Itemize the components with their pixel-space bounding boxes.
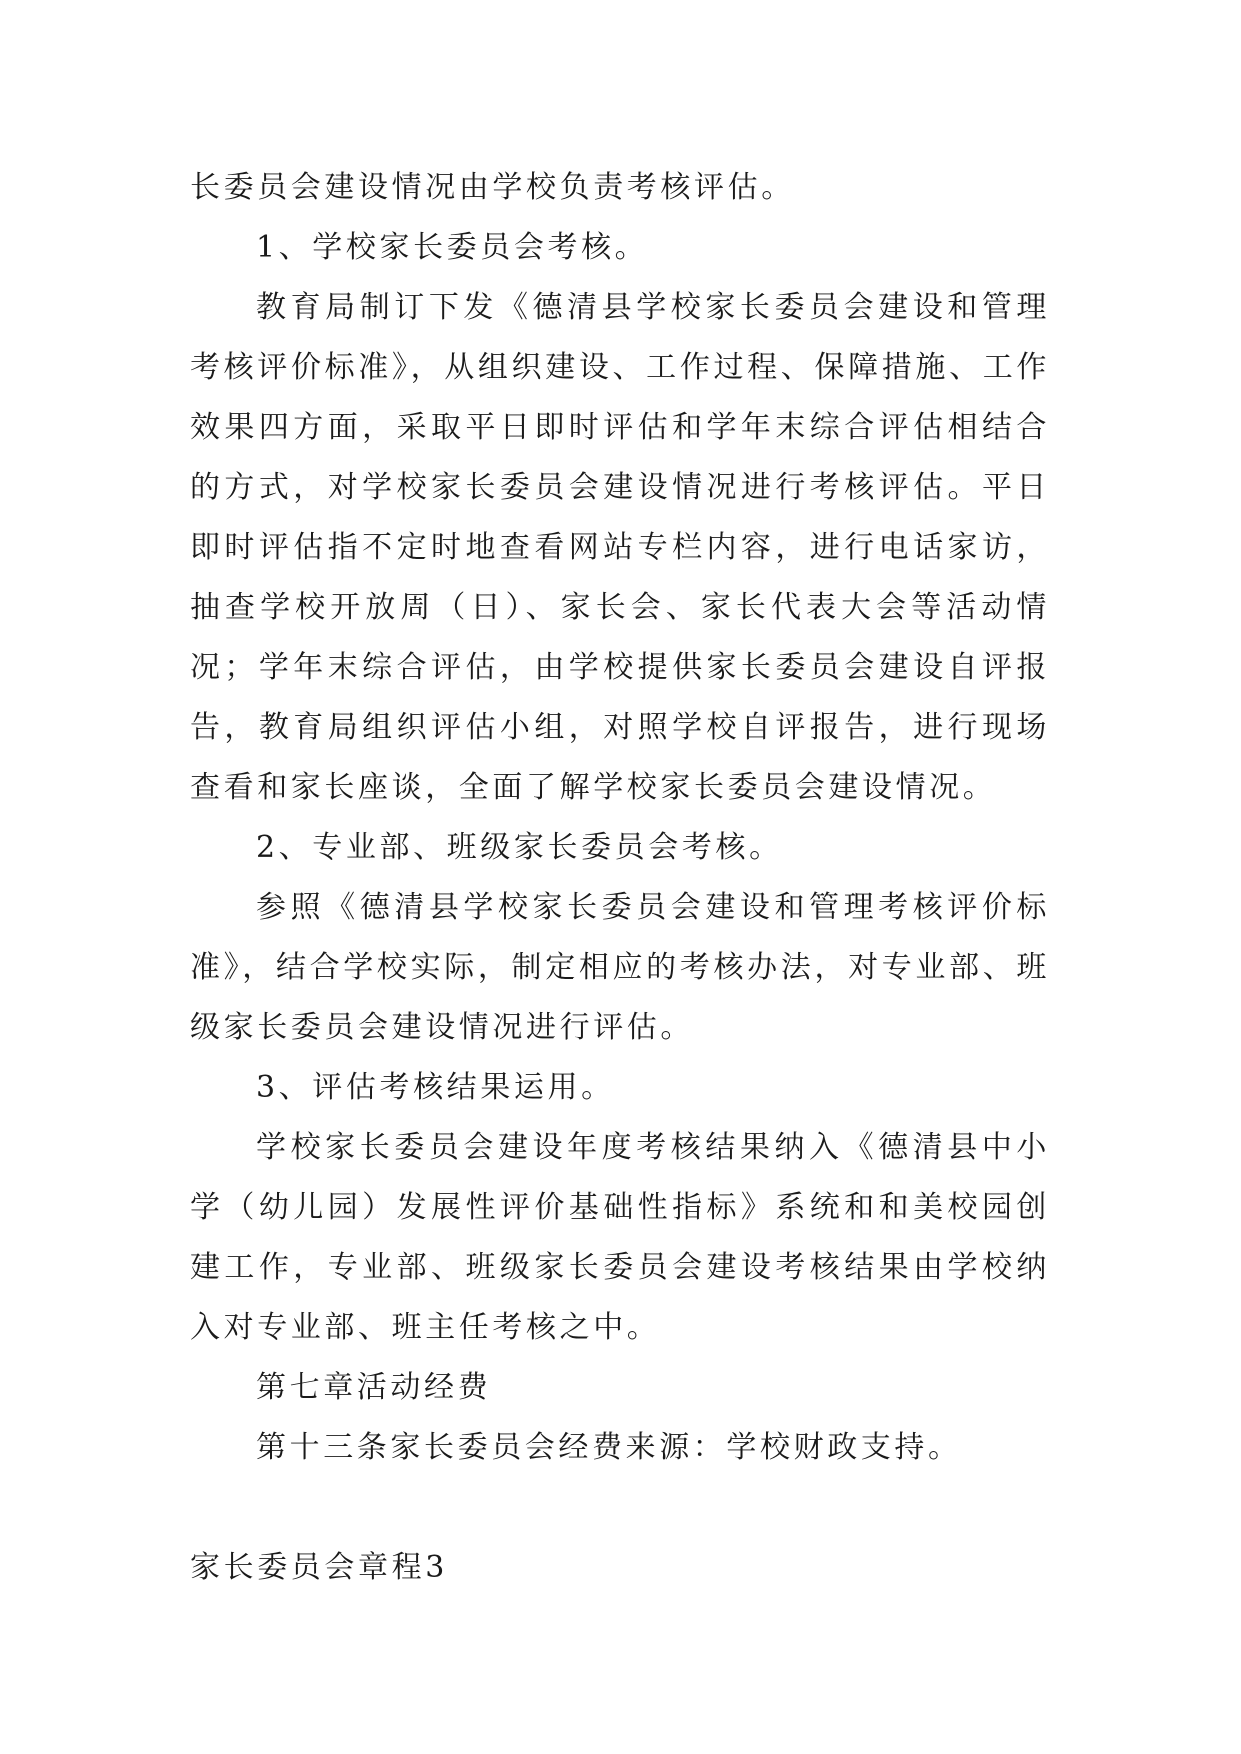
section-heading-1: 1、学校家长委员会考核。 [256,230,649,265]
paragraph-school-assessment: 教育局制订下发《德清县学校家长委员会建设和管理考核评价标准》，从组织建设、工作过程、保障措施、工作效果四方面，采取平日即时评估和学年末综合评估相结合的方式，对学校家长委员会建设情况进行考核评估。平日即时评估指不定时地查看网站专栏内容，进行电话家访，抽查学校开放周（日）、家长会、家长代表大会等活动情况；学年末综合评估，由学校提供家长委员会建设自评报告，教育局组织评估小组，对照学校自评报告，进行现场查看和家长座谈，全面了解学校家长委员会建设情况。 [190,290,1050,805]
section-heading-2: 2、专业部、班级家长委员会考核。 [256,830,783,865]
section-heading-3: 3、评估考核结果运用。 [256,1070,615,1105]
spacer [190,1478,1050,1538]
paragraph-continuation: 长委员会建设情况由学校负责考核评估。 [190,170,795,205]
chapter-heading: 第七章活动经费 [256,1370,492,1405]
next-document-title: 家长委员会章程3 [190,1550,448,1585]
document-body [190,158,1050,1598]
paragraph-result-usage: 学校家长委员会建设年度考核结果纳入《德清县中小学（幼儿园）发展性评价基础性指标》系统和和美校园创建工作，专业部、班级家长委员会建设考核结果由学校纳入对专业部、班主任考核之中。 [190,1130,1050,1345]
article-thirteen: 第十三条家长委员会经费来源：学校财政支持。 [256,1430,962,1465]
paragraph-class-assessment: 参照《德清县学校家长委员会建设和管理考核评价标准》，结合学校实际，制定相应的考核办法，对专业部、班级家长委员会建设情况进行评估。 [190,890,1050,1045]
